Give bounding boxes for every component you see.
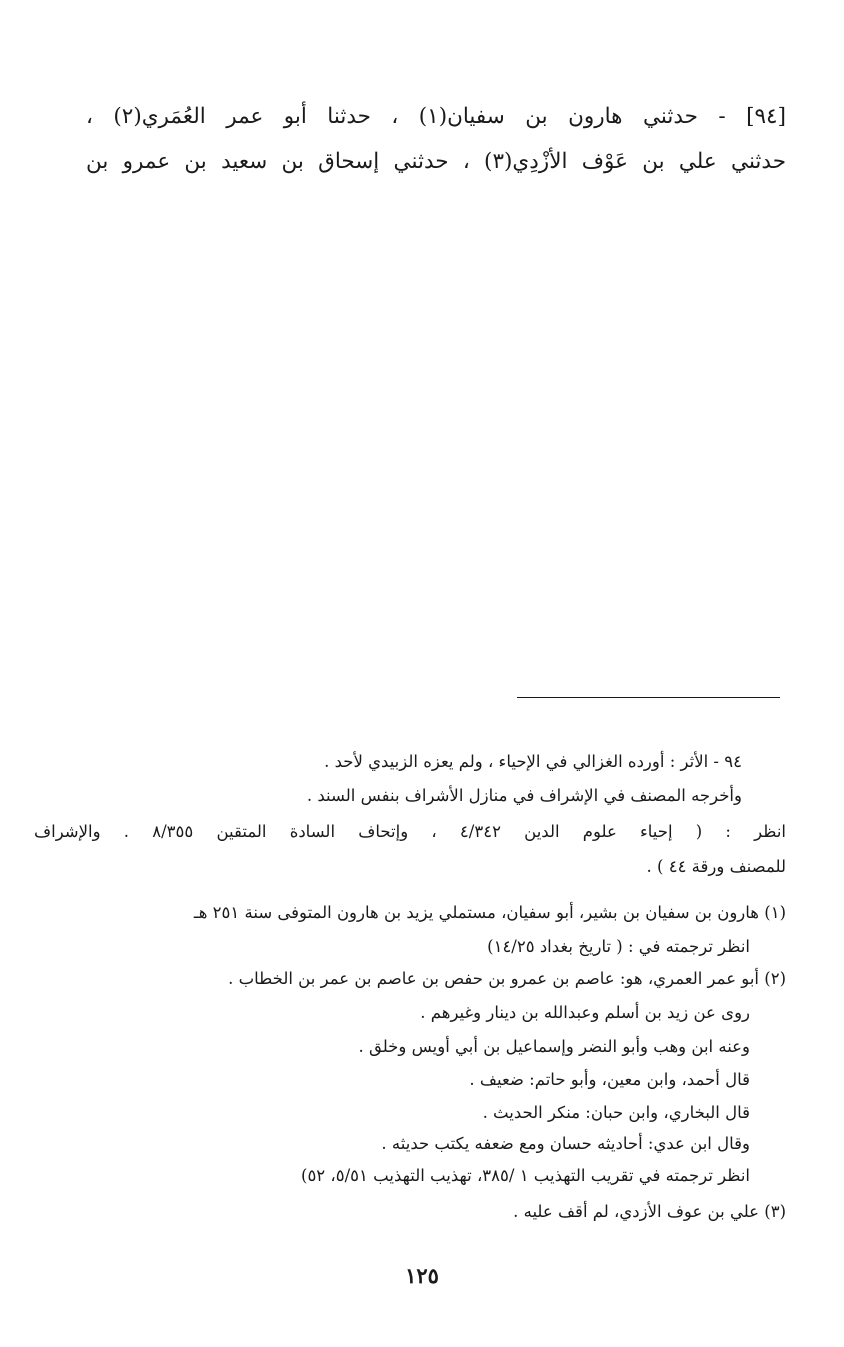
main-text-line-2: حدثني علي بن عَوْف الأزْدِي(٣) ، حدثني إسحاق بن سعيد بن عمرو بن [86, 149, 786, 174]
athar-note-line-3: انظر : ( إحياء علوم الدين ٤/٣٤٢ ، وإتحاف السادة المتقين ٨/٣٥٥ . والإشراف [34, 822, 787, 841]
footnote-2-line-1: (٢) أبو عمر العمري، هو: عاصم بن عمرو بن حفص بن عاصم بن عمر بن الخطاب . [228, 969, 786, 988]
page-number: ١٢٥ [405, 1263, 439, 1288]
footnote-2-line-7: انظر ترجمته في تقريب التهذيب ١ /٣٨٥، تهذيب التهذيب ٥/٥١، ٥٢) [301, 1166, 750, 1185]
main-text-line-1: [٩٤] - حدثني هارون بن سفيان(١) ، حدثنا أبو عمر العُمَري(٢) ، [86, 104, 786, 129]
footnote-2-line-2: روى عن زيد بن أسلم وعبدالله بن دينار وغيرهم . [420, 1003, 750, 1022]
footnote-3-line-1: (٣) علي بن عوف الأزدي، لم أقف عليه . [513, 1202, 786, 1221]
footnote-divider [517, 697, 780, 698]
athar-note-line-1: ٩٤ - الأثر : أورده الغزالي في الإحياء ، ولم يعزه الزبيدي لأحد . [324, 752, 742, 771]
footnote-2-line-4: قال أحمد، وابن معين، وأبو حاتم: ضعيف . [469, 1070, 750, 1089]
footnote-1-line-2: انظر ترجمته في : ( تاريخ بغداد ١٤/٢٥) [487, 937, 750, 956]
athar-note-line-2: وأخرجه المصنف في الإشراف في منازل الأشراف بنفس السند . [306, 786, 742, 805]
footnote-2-line-5: قال البخاري، وابن حبان: منكر الحديث . [482, 1103, 750, 1122]
athar-note-line-4: للمصنف ورقة ٤٤ ) . [646, 857, 786, 876]
footnote-2-line-3: وعنه ابن وهب وأبو النضر وإسماعيل بن أبي أويس وخلق . [358, 1037, 750, 1056]
footnote-1-line-1: (١) هارون بن سفيان بن بشير، أبو سفيان، مستملي يزيد بن هارون المتوفى سنة ٢٥١ هـ [193, 903, 786, 922]
footnote-2-line-6: وقال ابن عدي: أحاديثه حسان ومع ضعفه يكتب حديثه . [381, 1134, 750, 1153]
